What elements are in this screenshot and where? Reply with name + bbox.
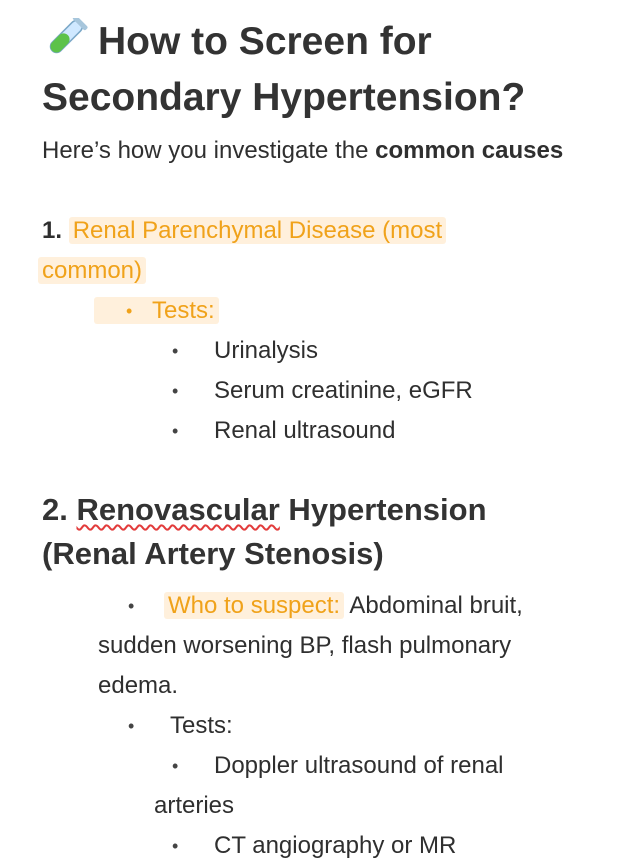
- list-item-text: Serum creatinine, eGFR: [214, 377, 473, 404]
- section1-number: 1.: [42, 217, 63, 244]
- section1-heading-highlight: Renal Parenchymal Disease (most: [69, 217, 446, 244]
- list-item-text: Doppler ultrasound of renal: [214, 752, 504, 779]
- section1-tests-label: [94, 291, 219, 331]
- title-line-1: [42, 14, 525, 70]
- list-item: [172, 411, 395, 451]
- section2-heading-rest: Hypertension: [279, 492, 487, 527]
- section2-suspect-line1: [128, 586, 523, 626]
- section1-tests-highlight: [94, 297, 219, 324]
- title-line-2: Secondary Hypertension?: [42, 76, 526, 119]
- section1-heading-highlight-2: common): [38, 257, 146, 284]
- section2-tests-text: Tests:: [170, 712, 233, 739]
- intro-paragraph: [42, 131, 602, 171]
- bullet-icon: •: [172, 836, 179, 856]
- section1-tests-text: Tests:: [152, 297, 215, 324]
- section2-suspect-line2: sudden worsening BP, flash pulmonary: [98, 632, 512, 659]
- test-tube-icon: [42, 18, 88, 58]
- list-item-text: CT angiography or MR: [214, 832, 457, 859]
- intro-bold: common causes: [375, 137, 564, 164]
- bullet-icon: •: [128, 716, 135, 736]
- section2-suspect-line3: edema.: [98, 672, 179, 699]
- bullet-icon: •: [172, 421, 179, 441]
- section1-heading-line2: [38, 251, 146, 291]
- title-text-1: How to Screen for: [98, 20, 432, 63]
- list-item-text: Renal ultrasound: [214, 417, 396, 444]
- intro-text: Here’s how you investigate the: [42, 137, 376, 164]
- list-item: [172, 746, 504, 786]
- bullet-icon: •: [126, 301, 133, 321]
- page-title: [42, 14, 525, 126]
- list-item-text: Urinalysis: [214, 337, 319, 364]
- section1-heading-line1: [42, 211, 446, 251]
- list-item: [172, 331, 318, 371]
- section2-heading-line2: (Renal Artery Stenosis): [42, 536, 384, 571]
- list-item: [172, 826, 456, 866]
- section2-tests-label: [128, 706, 233, 746]
- section2-heading-squiggle: Renovascular: [76, 492, 280, 527]
- bullet-icon: •: [172, 341, 179, 361]
- bullet-icon: •: [172, 756, 179, 776]
- bullet-icon: •: [128, 596, 135, 616]
- section2-number: 2.: [42, 492, 68, 527]
- list-item: [172, 371, 473, 411]
- section2-suspect-label: Who to suspect:: [164, 592, 344, 619]
- bullet-icon: •: [172, 381, 179, 401]
- section2-suspect-text-1: Abdominal bruit,: [344, 592, 523, 619]
- list-item-continuation: arteries: [154, 792, 235, 819]
- section2-heading-line1: [42, 488, 487, 532]
